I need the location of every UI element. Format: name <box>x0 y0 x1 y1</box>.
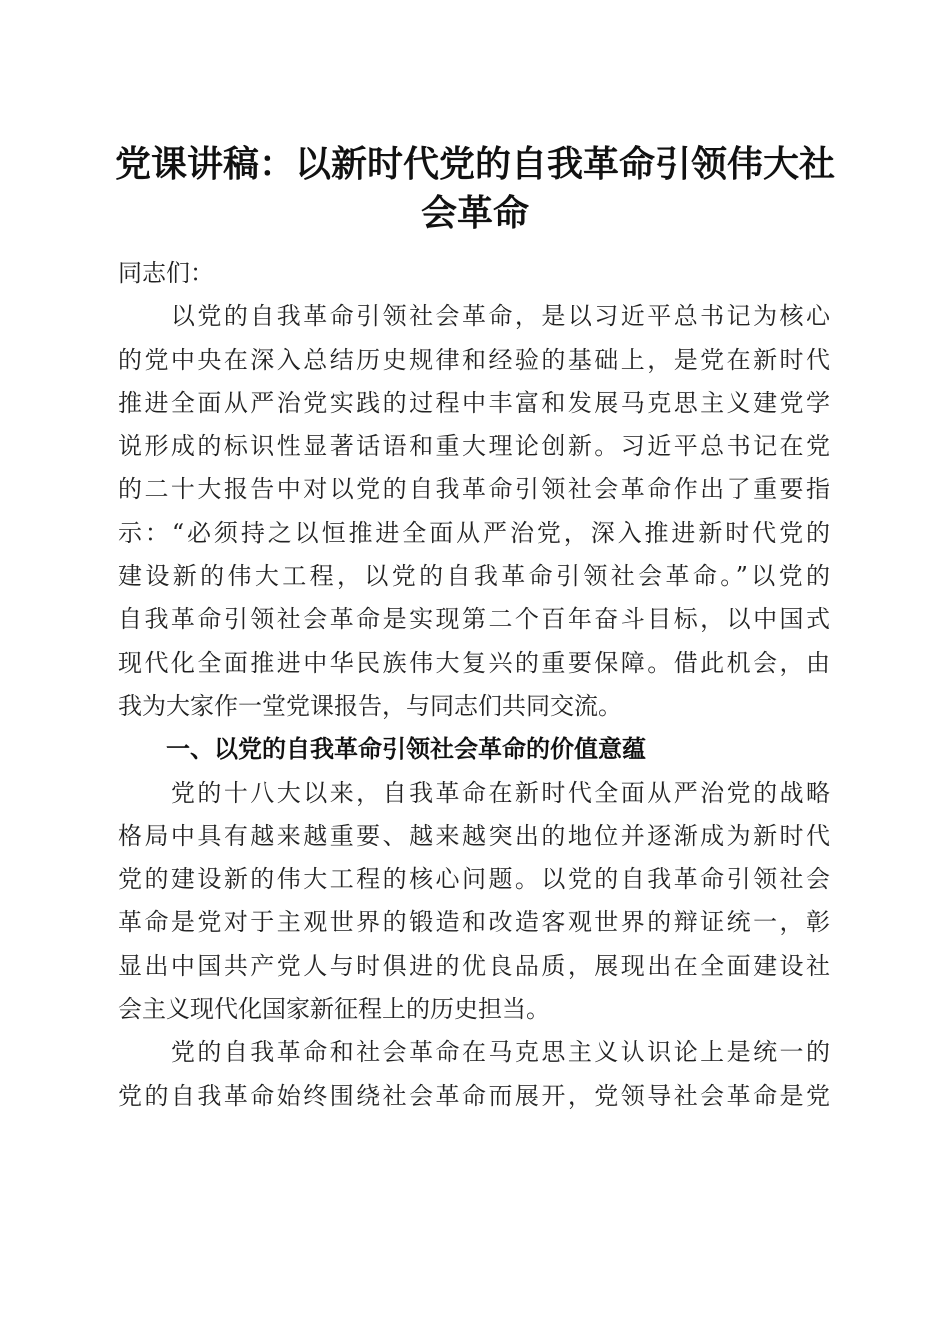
document-body <box>118 252 830 1118</box>
text-line: 说形成的标识性显著话语和重大理论创新。习近平总书记在党 <box>118 432 830 461</box>
text-line: 会主义现代化国家新征程上的历史担当。 <box>118 995 550 1024</box>
text-line: 党的自我革命始终围绕社会革命而展开，党领导社会革命是党 <box>118 1081 830 1110</box>
section-heading: 一、以党的自我革命引领社会革命的价值意蕴 <box>118 735 646 764</box>
text-line: 推进全面从严治党实践的过程中丰富和发展马克思主义建党学 <box>118 388 830 417</box>
text-line: 党的十八大以来，自我革命在新时代全面从严治党的战略 <box>118 778 830 807</box>
salutation: 同志们： <box>118 259 214 287</box>
text-line: 革命是党对于主观世界的锻造和改造客观世界的辩证统一，彰 <box>118 908 830 937</box>
text-line: 我为大家作一堂党课报告，与同志们共同交流。 <box>118 691 622 720</box>
text-line: 的二十大报告中对以党的自我革命引领社会革命作出了重要指 <box>118 475 830 504</box>
text-line: 以党的自我革命引领社会革命，是以习近平总书记为核心 <box>118 302 830 331</box>
section-1-paragraph-2 <box>118 1031 830 1118</box>
text-line: 示：“必须持之以恒推进全面从严治党，深入推进新时代党的 <box>118 518 830 547</box>
text-line: 显出中国共产党人与时俱进的优良品质，展现出在全面建设社 <box>118 951 830 980</box>
text-line: 党的建设新的伟大工程的核心问题。以党的自我革命引领社会 <box>118 865 830 894</box>
document-title-line-2: 会革命 <box>420 192 529 234</box>
section-1-paragraph-1 <box>118 772 830 1032</box>
document-title-line-1: 党课讲稿：以新时代党的自我革命引领伟大社 <box>114 143 835 185</box>
text-line: 的党中央在深入总结历史规律和经验的基础上，是党在新时代 <box>118 345 830 374</box>
intro-paragraph <box>118 295 830 728</box>
text-line: 格局中具有越来越重要、越来越突出的地位并逐渐成为新时代 <box>118 821 830 850</box>
text-line: 建设新的伟大工程，以党的自我革命引领社会革命。”以党的 <box>118 562 830 591</box>
text-line: 自我革命引领社会革命是实现第二个百年奋斗目标，以中国式 <box>118 605 830 634</box>
text-line: 党的自我革命和社会革命在马克思主义认识论上是统一的 <box>118 1038 830 1067</box>
text-line: 现代化全面推进中华民族伟大复兴的重要保障。借此机会，由 <box>118 648 830 677</box>
